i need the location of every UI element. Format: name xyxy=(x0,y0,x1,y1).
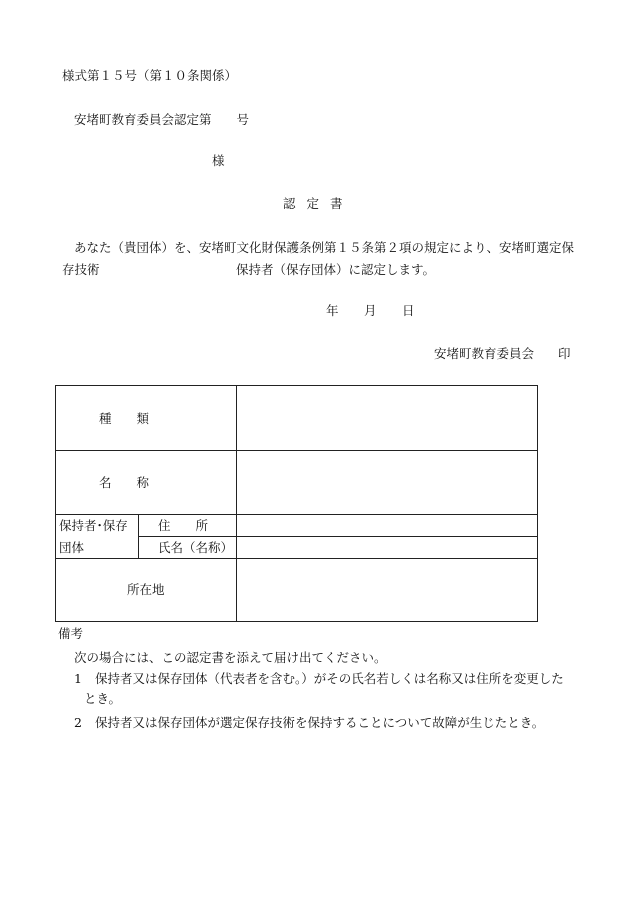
title-char-3: 書 xyxy=(330,196,343,211)
table-divider xyxy=(138,536,537,537)
certification-table xyxy=(55,385,538,622)
date-month-label: 月 xyxy=(364,303,377,318)
title-char-2: 定 xyxy=(306,196,320,211)
document-title xyxy=(283,196,343,212)
remark-item-number: 1 xyxy=(74,671,82,686)
body-text-line-2-start: 存技術 xyxy=(62,262,100,277)
holder-label-line-2: 団体 xyxy=(59,540,85,555)
table-column-divider xyxy=(236,386,237,621)
person-name-label: 氏名（名称） xyxy=(158,540,234,555)
location-label: 所在地 xyxy=(127,582,165,597)
remark-item-continuation: とき。 xyxy=(84,691,122,706)
date-year-label: 年 xyxy=(326,303,339,318)
date-day-label: 日 xyxy=(402,303,415,318)
remark-item-number: 2 xyxy=(74,715,82,730)
certification-number: 安堵町教育委員会認定第 号 xyxy=(74,112,250,127)
type-label: 種 類 xyxy=(99,411,150,426)
recipient-honorific: 様 xyxy=(212,153,225,168)
title-char-1: 認 xyxy=(283,196,296,211)
address-label: 住 所 xyxy=(158,518,209,533)
table-divider xyxy=(56,450,537,451)
remarks-heading: 備考 xyxy=(58,626,84,641)
table-divider xyxy=(56,558,537,559)
name-label: 名 称 xyxy=(99,475,150,490)
body-text-line-1: あなた（貴団体）を、安堵町文化財保護条例第１５条第２項の規定により、安堵町選定保 xyxy=(74,240,575,255)
seal-mark: 印 xyxy=(558,346,571,361)
remark-item-text: 保持者又は保存団体が選定保存技術を保持することについて故障が生じたとき。 xyxy=(95,715,545,730)
table-divider xyxy=(56,514,537,515)
body-text-line-2-end: 保持者（保存団体）に認定します。 xyxy=(236,262,436,277)
holder-label-line-1: 保持者･保存 xyxy=(59,518,128,533)
remark-item-text: 保持者又は保存団体（代表者を含む。）がその氏名若しくは名称又は住所を変更した xyxy=(95,671,564,686)
form-number: 様式第１５号（第１０条関係） xyxy=(62,68,238,83)
issuer-name: 安堵町教育委員会 xyxy=(434,346,535,361)
remarks-intro: 次の場合には、この認定書を添えて届け出てください。 xyxy=(74,650,387,665)
table-column-divider xyxy=(138,514,139,558)
